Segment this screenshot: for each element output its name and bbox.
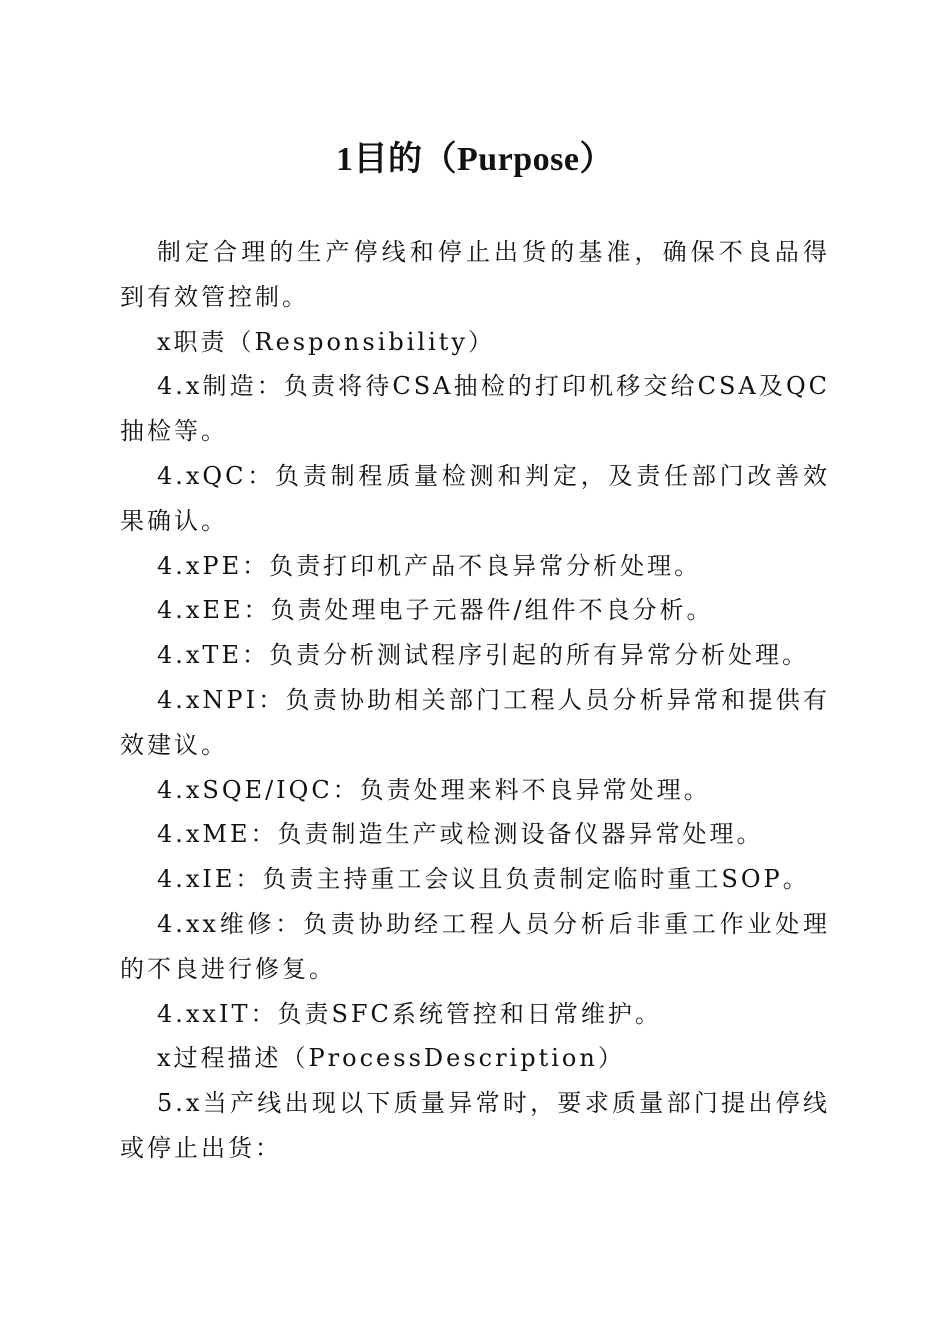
paragraph-purpose: 制定合理的生产停线和停止出货的基准，确保不良品得到有效管控制。	[120, 238, 830, 311]
paragraph-sqe-iqc: 4.xSQE/IQC：负责处理来料不良异常处理。	[157, 775, 711, 804]
paragraph-manufacturing: 4.x制造：负责将待CSA抽检的打印机移交给CSA及QC抽检等。	[120, 372, 830, 446]
paragraph-pe: 4.xPE：负责打印机产品不良异常分析处理。	[157, 551, 702, 580]
paragraph-it: 4.xxIT：负责SFC系统管控和日常维护。	[157, 999, 662, 1028]
paragraph-quality-exception: 5.x当产线出现以下质量异常时，要求质量部门提出停线或停止出货：	[120, 1089, 830, 1162]
heading-process-description: x过程描述（ProcessDescription）	[157, 1044, 625, 1073]
paragraph-qc: 4.xQC：负责制程质量检测和判定，及责任部门改善效果确认。	[120, 461, 830, 535]
paragraph-npi: 4.xNPI：负责协助相关部门工程人员分析异常和提供有效建议。	[120, 685, 830, 759]
paragraph-me: 4.xME：负责制造生产或检测设备仪器异常处理。	[157, 820, 764, 849]
page-title: 1目的（Purpose）	[336, 141, 614, 178]
paragraph-repair: 4.xx维修：负责协助经工程人员分析后非重工作业处理的不良进行修复。	[120, 909, 830, 983]
paragraph-ee: 4.xEE：负责处理电子元器件/组件不良分析。	[157, 596, 714, 625]
heading-responsibility: x职责（Responsibility）	[157, 327, 495, 356]
paragraph-ie: 4.xIE：负责主持重工会议且负责制定临时重工SOP。	[157, 865, 810, 894]
document-body	[120, 230, 830, 1171]
paragraph-te: 4.xTE：负责分析测试程序引起的所有异常分析处理。	[157, 641, 809, 670]
